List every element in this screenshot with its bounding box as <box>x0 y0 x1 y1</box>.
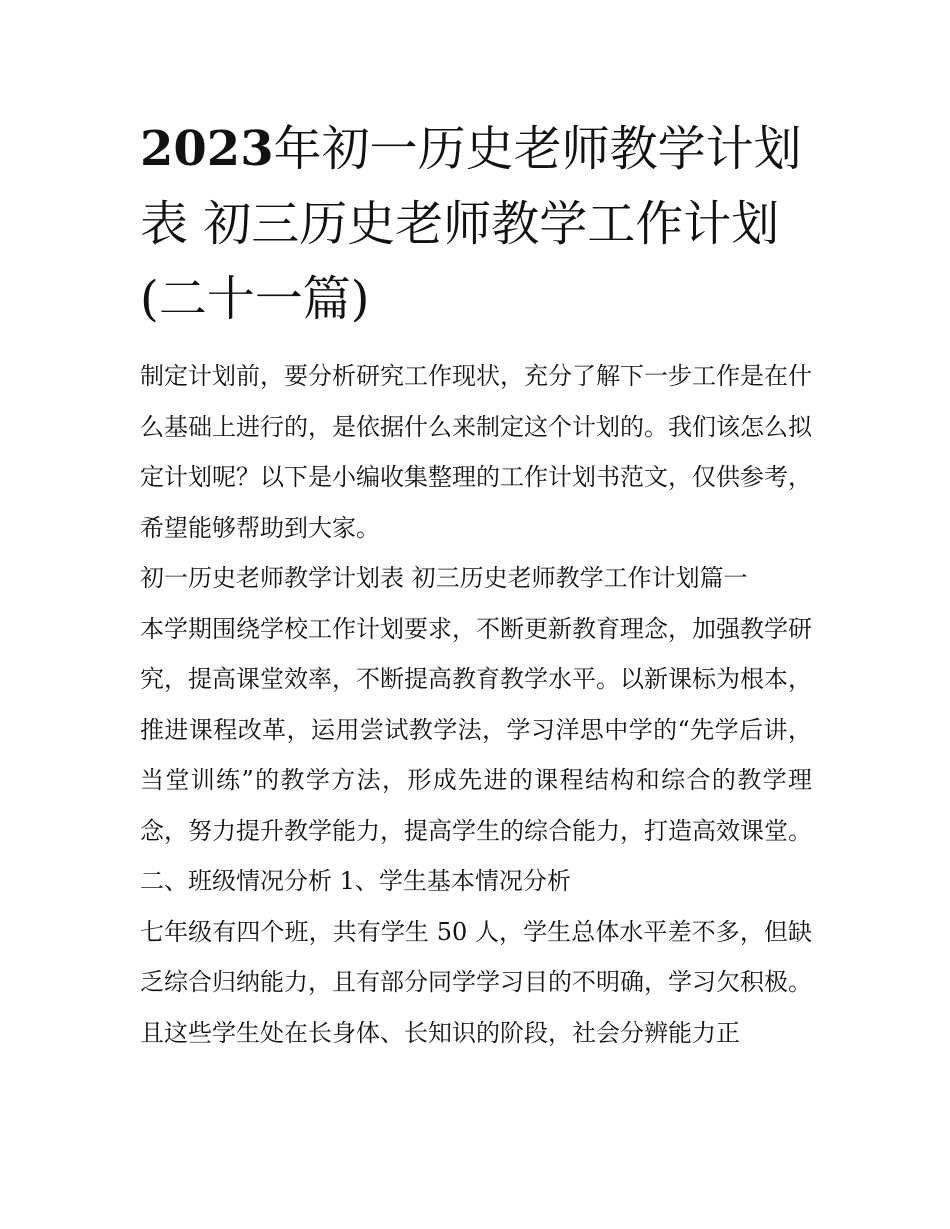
subsection-heading: 二、班级情况分析 1、学生基本情况分析 <box>140 867 571 895</box>
document-body <box>140 351 812 1058</box>
body-paragraph: 本学期围绕学校工作计划要求，不断更新教育理念，加强教学研究，提高课堂效率，不断提高教育教学水平。以新课标为根本，推进课程改革，运用尝试教学法，学习洋思中学的“先学后讲，当堂训练”的教学方法，形成先进的课程结构和综合的教学理念，努力提升教学能力，提高学生的综合能力，打造高效课堂。 <box>140 614 812 845</box>
body-paragraph: 七年级有四个班，共有学生 50 人，学生总体水平差不多，但缺乏综合归纳能力，且有部分同学学习目的不明确，学习欠积极。且这些学生处在长身体、长知识的阶段，社会分辨能力正 <box>140 917 812 1047</box>
document-title <box>140 112 812 337</box>
title-text: 年初一历史老师教学计划表 初三历史老师教学工作计划(二十一篇) <box>140 121 802 327</box>
section-heading: 初一历史老师教学计划表 初三历史老师教学工作计划篇一 <box>140 564 748 592</box>
title-year: 2023 <box>140 121 274 177</box>
document-page <box>140 112 812 1058</box>
intro-paragraph: 制定计划前，要分析研究工作现状，充分了解下一步工作是在什么基础上进行的，是依据什么来制定这个计划的。我们该怎么拟定计划呢？以下是小编收集整理的工作计划书范文，仅供参考，希望能够帮助到大家。 <box>140 362 812 542</box>
